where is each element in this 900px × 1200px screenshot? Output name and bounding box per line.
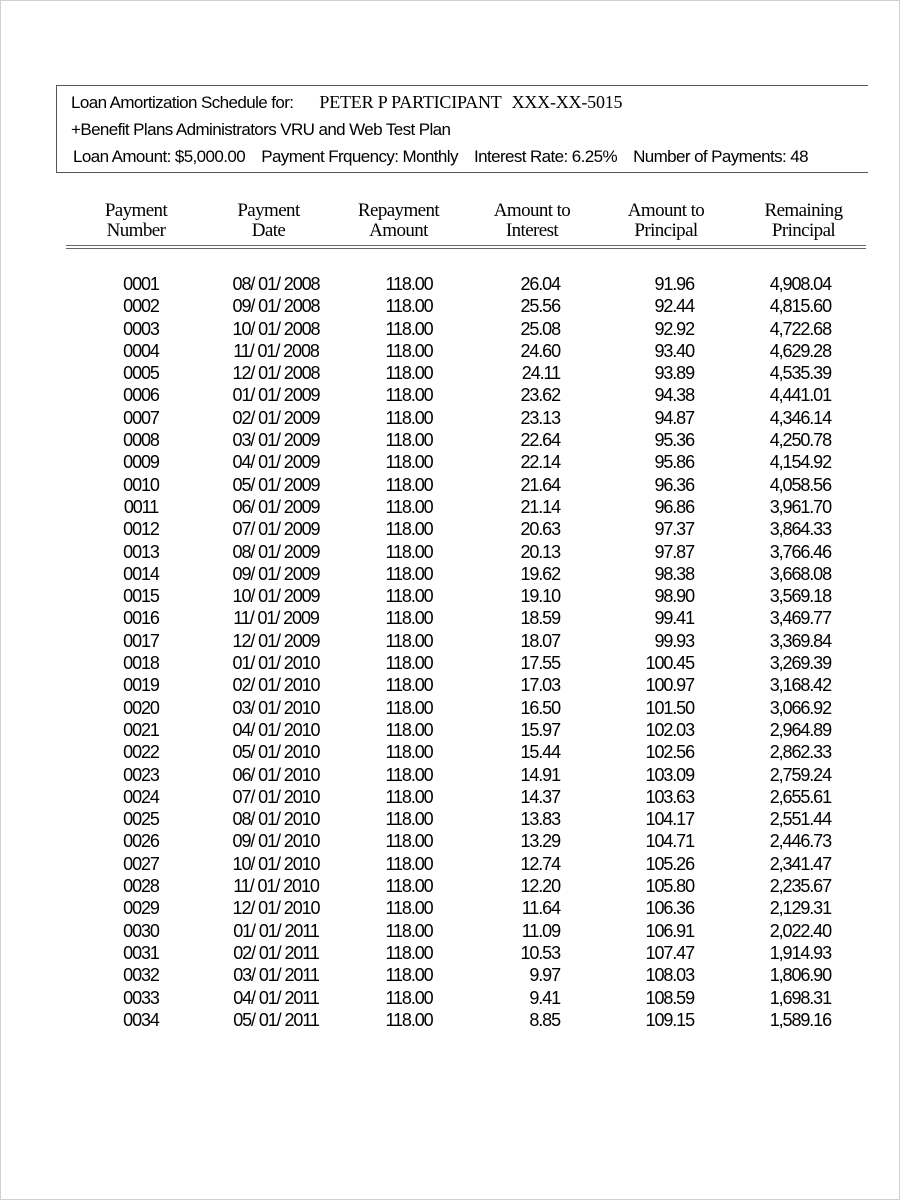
table-row xyxy=(66,630,866,652)
cell-payment-number: 0012 xyxy=(123,519,159,540)
cell-payment-date: 10/ 01/ 2008 xyxy=(232,318,320,339)
cell-payment-number: 0006 xyxy=(123,385,159,406)
cell-amount-to-interest: 13.83 xyxy=(520,809,560,830)
cell-amount-to-principal: 100.97 xyxy=(645,675,694,696)
cell-payment-number: 0031 xyxy=(123,942,159,963)
cell-repayment-amount: 118.00 xyxy=(385,608,433,629)
cell-amount-to-principal: 99.93 xyxy=(654,630,694,651)
cell-payment-date: 01/ 01/ 2011 xyxy=(233,920,319,941)
cell-remaining-principal: 4,629.28 xyxy=(769,340,831,361)
cell-amount-to-interest: 18.07 xyxy=(520,630,560,651)
cell-amount-to-interest: 15.44 xyxy=(520,742,560,763)
table-row xyxy=(66,674,866,696)
cell-amount-to-interest: 25.56 xyxy=(520,296,560,317)
cell-repayment-amount: 118.00 xyxy=(385,675,433,696)
table-row xyxy=(66,942,866,964)
cell-amount-to-interest: 26.04 xyxy=(520,274,560,294)
cell-remaining-principal: 4,346.14 xyxy=(769,407,831,428)
cell-repayment-amount: 118.00 xyxy=(385,496,433,517)
cell-amount-to-principal: 103.63 xyxy=(645,786,694,807)
cell-amount-to-principal: 93.40 xyxy=(654,340,694,361)
cell-remaining-principal: 4,815.60 xyxy=(769,296,831,317)
cell-payment-date: 12/ 01/ 2008 xyxy=(232,363,320,384)
cell-remaining-principal: 2,551.44 xyxy=(769,809,831,830)
cell-amount-to-principal: 94.87 xyxy=(654,407,694,428)
cell-repayment-amount: 118.00 xyxy=(385,563,433,584)
cell-payment-number: 0008 xyxy=(123,430,159,451)
cell-payment-date: 09/ 01/ 2009 xyxy=(232,563,320,584)
cell-remaining-principal: 2,235.67 xyxy=(769,876,831,897)
cell-payment-date: 08/ 01/ 2010 xyxy=(232,809,320,830)
cell-remaining-principal: 1,589.16 xyxy=(769,1009,831,1030)
column-header-line: Principal xyxy=(634,220,698,241)
table-row xyxy=(66,719,866,741)
cell-payment-number: 0033 xyxy=(123,987,159,1008)
cell-repayment-amount: 118.00 xyxy=(385,474,433,495)
cell-amount-to-interest: 22.64 xyxy=(520,430,560,451)
num-payments-value: 48 xyxy=(790,147,808,166)
num-payments-label: Number of Payments: xyxy=(633,147,787,166)
cell-repayment-amount: 118.00 xyxy=(385,786,433,807)
cell-amount-to-interest: 17.55 xyxy=(520,653,560,674)
cell-repayment-amount: 118.00 xyxy=(385,876,433,897)
cell-remaining-principal: 3,766.46 xyxy=(769,541,831,562)
cell-repayment-amount: 118.00 xyxy=(385,898,433,919)
loan-header-box xyxy=(56,85,868,173)
cell-amount-to-principal: 97.87 xyxy=(654,541,694,562)
cell-remaining-principal: 3,369.84 xyxy=(769,630,831,651)
cell-payment-date: 02/ 01/ 2011 xyxy=(233,942,319,963)
cell-payment-number: 0016 xyxy=(123,608,159,629)
cell-amount-to-principal: 98.38 xyxy=(654,563,694,584)
table-row xyxy=(66,496,866,518)
table-row xyxy=(66,273,866,295)
cell-remaining-principal: 3,469.77 xyxy=(769,608,831,629)
column-header-payment-number xyxy=(86,201,186,241)
cell-amount-to-principal: 94.38 xyxy=(654,385,694,406)
cell-repayment-amount: 118.00 xyxy=(385,653,433,674)
cell-payment-number: 0018 xyxy=(123,653,159,674)
table-row xyxy=(66,697,866,719)
cell-payment-date: 05/ 01/ 2009 xyxy=(232,474,320,495)
cell-remaining-principal: 1,698.31 xyxy=(769,987,831,1008)
table-row xyxy=(66,451,866,473)
cell-payment-date: 03/ 01/ 2011 xyxy=(233,965,319,986)
table-row xyxy=(66,585,866,607)
interest-rate-label: Interest Rate: xyxy=(473,147,568,166)
table-row xyxy=(66,830,866,852)
cell-payment-number: 0019 xyxy=(123,675,159,696)
cell-repayment-amount: 118.00 xyxy=(385,363,433,384)
cell-repayment-amount: 118.00 xyxy=(385,965,433,986)
cell-amount-to-interest: 11.09 xyxy=(521,920,560,941)
table-row xyxy=(66,853,866,875)
cell-remaining-principal: 4,722.68 xyxy=(769,318,831,339)
cell-payment-date: 05/ 01/ 2011 xyxy=(233,1009,319,1030)
table-row xyxy=(66,786,866,808)
column-header-amount-to-interest xyxy=(476,201,588,241)
cell-repayment-amount: 118.00 xyxy=(385,742,433,763)
cell-repayment-amount: 118.00 xyxy=(385,764,433,785)
cell-amount-to-interest: 12.74 xyxy=(520,853,560,874)
schedule-label: Loan Amortization Schedule for: xyxy=(71,93,294,112)
cell-repayment-amount: 118.00 xyxy=(385,586,433,607)
cell-payment-number: 0003 xyxy=(123,318,159,339)
table-row xyxy=(66,563,866,585)
cell-payment-number: 0024 xyxy=(123,786,159,807)
cell-amount-to-principal: 96.36 xyxy=(654,474,694,495)
cell-amount-to-principal: 99.41 xyxy=(654,608,694,629)
cell-amount-to-interest: 21.64 xyxy=(520,474,560,495)
cell-payment-date: 11/ 01/ 2010 xyxy=(233,876,319,897)
cell-amount-to-principal: 106.91 xyxy=(645,920,694,941)
cell-payment-date: 12/ 01/ 2009 xyxy=(232,630,320,651)
cell-amount-to-principal: 97.37 xyxy=(654,519,694,540)
table-row xyxy=(66,964,866,986)
cell-repayment-amount: 118.00 xyxy=(385,430,433,451)
plan-name: +Benefit Plans Administrators VRU and Web Test Plan xyxy=(71,120,451,139)
cell-amount-to-principal: 105.80 xyxy=(645,876,694,897)
table-row xyxy=(66,652,866,674)
cell-amount-to-principal: 92.44 xyxy=(654,296,694,317)
cell-remaining-principal: 2,446.73 xyxy=(769,831,831,852)
cell-payment-date: 09/ 01/ 2008 xyxy=(232,296,320,317)
column-header-line: Payment xyxy=(237,200,300,221)
cell-amount-to-principal: 91.96 xyxy=(654,274,694,294)
cell-amount-to-interest: 15.97 xyxy=(520,719,560,740)
cell-payment-number: 0020 xyxy=(123,697,159,718)
cell-remaining-principal: 3,168.42 xyxy=(769,675,831,696)
cell-repayment-amount: 118.00 xyxy=(385,385,433,406)
cell-payment-number: 0026 xyxy=(123,831,159,852)
cell-amount-to-interest: 11.64 xyxy=(521,898,560,919)
cell-payment-number: 0010 xyxy=(123,474,159,495)
cell-repayment-amount: 118.00 xyxy=(385,853,433,874)
cell-payment-number: 0004 xyxy=(123,340,159,361)
cell-payment-number: 0002 xyxy=(123,296,159,317)
cell-remaining-principal: 2,655.61 xyxy=(769,786,831,807)
table-row xyxy=(66,429,866,451)
cell-payment-number: 0034 xyxy=(123,1009,159,1030)
cell-payment-date: 01/ 01/ 2009 xyxy=(232,385,320,406)
column-header-repayment-amount xyxy=(341,201,456,241)
cell-payment-date: 08/ 01/ 2008 xyxy=(232,274,320,294)
cell-payment-number: 0017 xyxy=(123,630,159,651)
cell-amount-to-principal: 103.09 xyxy=(645,764,694,785)
participant-name: PETER P PARTICIPANT xyxy=(319,92,502,112)
cell-amount-to-principal: 96.86 xyxy=(654,496,694,517)
table-row xyxy=(66,384,866,406)
cell-remaining-principal: 1,806.90 xyxy=(769,965,831,986)
cell-repayment-amount: 118.00 xyxy=(385,630,433,651)
cell-amount-to-interest: 24.11 xyxy=(521,363,560,384)
table-row xyxy=(66,541,866,563)
cell-amount-to-interest: 20.13 xyxy=(520,541,560,562)
cell-payment-date: 03/ 01/ 2009 xyxy=(232,430,320,451)
cell-remaining-principal: 4,908.04 xyxy=(769,274,831,294)
payment-frequency-value: Monthly xyxy=(402,147,458,166)
cell-payment-number: 0001 xyxy=(123,274,159,294)
table-row xyxy=(66,1009,866,1031)
payment-frequency-label: Payment Frquency: xyxy=(261,147,399,166)
cell-repayment-amount: 118.00 xyxy=(385,831,433,852)
cell-payment-number: 0009 xyxy=(123,452,159,473)
cell-amount-to-interest: 23.62 xyxy=(520,385,560,406)
table-column-headers xyxy=(66,201,866,245)
cell-repayment-amount: 118.00 xyxy=(385,697,433,718)
cell-amount-to-principal: 106.36 xyxy=(645,898,694,919)
cell-amount-to-interest: 19.10 xyxy=(520,586,560,607)
cell-payment-date: 12/ 01/ 2010 xyxy=(232,898,320,919)
cell-remaining-principal: 4,250.78 xyxy=(769,430,831,451)
cell-payment-date: 07/ 01/ 2010 xyxy=(232,786,320,807)
cell-repayment-amount: 118.00 xyxy=(385,942,433,963)
column-header-line: Date xyxy=(251,220,286,241)
cell-amount-to-interest: 8.85 xyxy=(529,1009,560,1030)
column-header-line: Repayment xyxy=(357,200,440,221)
loan-amount-label: Loan Amount: xyxy=(73,147,171,166)
column-header-payment-date xyxy=(216,201,321,241)
cell-remaining-principal: 2,862.33 xyxy=(769,742,831,763)
cell-payment-date: 02/ 01/ 2009 xyxy=(232,407,320,428)
cell-amount-to-interest: 25.08 xyxy=(520,318,560,339)
cell-payment-date: 11/ 01/ 2008 xyxy=(233,340,319,361)
cell-remaining-principal: 2,341.47 xyxy=(769,853,831,874)
cell-amount-to-principal: 93.89 xyxy=(654,363,694,384)
cell-repayment-amount: 118.00 xyxy=(385,541,433,562)
cell-amount-to-principal: 101.50 xyxy=(645,697,694,718)
cell-remaining-principal: 3,961.70 xyxy=(769,496,831,517)
table-row xyxy=(66,875,866,897)
cell-payment-number: 0030 xyxy=(123,920,159,941)
table-row xyxy=(66,741,866,763)
cell-repayment-amount: 118.00 xyxy=(385,274,433,294)
cell-amount-to-interest: 22.14 xyxy=(520,452,560,473)
column-header-line: Interest xyxy=(505,220,559,241)
cell-amount-to-interest: 18.59 xyxy=(520,608,560,629)
cell-payment-number: 0005 xyxy=(123,363,159,384)
cell-repayment-amount: 118.00 xyxy=(385,318,433,339)
cell-payment-date: 09/ 01/ 2010 xyxy=(232,831,320,852)
cell-amount-to-principal: 104.71 xyxy=(645,831,694,852)
cell-payment-number: 0014 xyxy=(123,563,159,584)
cell-repayment-amount: 118.00 xyxy=(385,719,433,740)
cell-amount-to-principal: 105.26 xyxy=(645,853,694,874)
cell-amount-to-interest: 9.97 xyxy=(529,965,560,986)
cell-repayment-amount: 118.00 xyxy=(385,987,433,1008)
column-header-remaining-principal xyxy=(746,201,861,241)
cell-payment-number: 0015 xyxy=(123,586,159,607)
cell-remaining-principal: 4,058.56 xyxy=(769,474,831,495)
cell-payment-date: 07/ 01/ 2009 xyxy=(232,519,320,540)
cell-remaining-principal: 3,668.08 xyxy=(769,563,831,584)
amortization-table-body xyxy=(66,273,866,1031)
cell-remaining-principal: 4,441.01 xyxy=(769,385,831,406)
cell-amount-to-interest: 23.13 xyxy=(520,407,560,428)
cell-repayment-amount: 118.00 xyxy=(385,809,433,830)
cell-remaining-principal: 2,759.24 xyxy=(769,764,831,785)
cell-amount-to-interest: 14.37 xyxy=(520,786,560,807)
cell-remaining-principal: 4,154.92 xyxy=(769,452,831,473)
interest-rate-value: 6.25% xyxy=(571,147,617,166)
cell-remaining-principal: 4,535.39 xyxy=(769,363,831,384)
table-row xyxy=(66,920,866,942)
cell-amount-to-principal: 108.03 xyxy=(645,965,694,986)
cell-payment-date: 01/ 01/ 2010 xyxy=(232,653,320,674)
cell-amount-to-principal: 102.56 xyxy=(645,742,694,763)
header-divider xyxy=(66,245,866,249)
cell-amount-to-interest: 12.20 xyxy=(520,876,560,897)
cell-payment-date: 10/ 01/ 2009 xyxy=(232,586,320,607)
cell-remaining-principal: 1,914.93 xyxy=(769,942,831,963)
cell-repayment-amount: 118.00 xyxy=(385,407,433,428)
cell-payment-date: 05/ 01/ 2010 xyxy=(232,742,320,763)
cell-amount-to-interest: 14.91 xyxy=(520,764,560,785)
cell-remaining-principal: 3,269.39 xyxy=(769,653,831,674)
cell-payment-number: 0029 xyxy=(123,898,159,919)
column-header-amount-to-principal xyxy=(611,201,721,241)
cell-remaining-principal: 2,129.31 xyxy=(769,898,831,919)
table-row xyxy=(66,407,866,429)
cell-payment-date: 03/ 01/ 2010 xyxy=(232,697,320,718)
cell-amount-to-interest: 20.63 xyxy=(520,519,560,540)
cell-amount-to-interest: 19.62 xyxy=(520,563,560,584)
cell-amount-to-interest: 9.41 xyxy=(529,987,560,1008)
cell-payment-number: 0021 xyxy=(123,719,159,740)
loan-amount-value: $5,000.00 xyxy=(174,147,246,166)
table-row xyxy=(66,295,866,317)
cell-payment-number: 0027 xyxy=(123,853,159,874)
cell-repayment-amount: 118.00 xyxy=(385,519,433,540)
table-row xyxy=(66,987,866,1009)
table-row xyxy=(66,318,866,340)
cell-payment-date: 06/ 01/ 2009 xyxy=(232,496,320,517)
cell-payment-number: 0013 xyxy=(123,541,159,562)
cell-payment-number: 0022 xyxy=(123,742,159,763)
table-row xyxy=(66,607,866,629)
cell-amount-to-principal: 95.36 xyxy=(654,430,694,451)
cell-remaining-principal: 3,066.92 xyxy=(769,697,831,718)
cell-amount-to-interest: 21.14 xyxy=(520,496,560,517)
cell-payment-date: 11/ 01/ 2009 xyxy=(233,608,319,629)
cell-amount-to-principal: 92.92 xyxy=(654,318,694,339)
cell-amount-to-interest: 24.60 xyxy=(520,340,560,361)
cell-payment-date: 02/ 01/ 2010 xyxy=(232,675,320,696)
cell-payment-number: 0007 xyxy=(123,407,159,428)
cell-amount-to-interest: 13.29 xyxy=(520,831,560,852)
table-row xyxy=(66,362,866,384)
schedule-title-line xyxy=(71,92,622,113)
cell-payment-date: 04/ 01/ 2010 xyxy=(232,719,320,740)
cell-payment-number: 0025 xyxy=(123,809,159,830)
cell-amount-to-principal: 104.17 xyxy=(645,809,694,830)
table-row xyxy=(66,764,866,786)
cell-repayment-amount: 118.00 xyxy=(385,1009,433,1030)
cell-remaining-principal: 3,864.33 xyxy=(769,519,831,540)
column-header-line: Payment xyxy=(104,200,168,221)
cell-payment-number: 0028 xyxy=(123,876,159,897)
table-row xyxy=(66,808,866,830)
cell-amount-to-interest: 17.03 xyxy=(520,675,560,696)
cell-amount-to-interest: 10.53 xyxy=(520,942,560,963)
cell-repayment-amount: 118.00 xyxy=(385,920,433,941)
column-header-line: Principal xyxy=(771,220,836,241)
cell-amount-to-principal: 95.86 xyxy=(654,452,694,473)
cell-amount-to-principal: 107.47 xyxy=(645,942,694,963)
column-header-line: Amount to xyxy=(627,200,705,221)
column-header-line: Amount to xyxy=(493,200,571,221)
column-header-line: Amount xyxy=(369,220,428,241)
column-header-line: Remaining xyxy=(764,200,843,221)
participant-ssn: XXX-XX-5015 xyxy=(511,92,623,112)
cell-repayment-amount: 118.00 xyxy=(385,452,433,473)
table-row xyxy=(66,897,866,919)
cell-repayment-amount: 118.00 xyxy=(385,340,433,361)
cell-amount-to-interest: 16.50 xyxy=(520,697,560,718)
cell-payment-date: 06/ 01/ 2010 xyxy=(232,764,320,785)
cell-remaining-principal: 2,964.89 xyxy=(769,719,831,740)
cell-remaining-principal: 2,022.40 xyxy=(769,920,831,941)
cell-payment-number: 0011 xyxy=(123,496,159,517)
table-row xyxy=(66,518,866,540)
cell-amount-to-principal: 108.59 xyxy=(645,987,694,1008)
cell-payment-number: 0023 xyxy=(123,764,159,785)
cell-remaining-principal: 3,569.18 xyxy=(769,586,831,607)
cell-payment-date: 08/ 01/ 2009 xyxy=(232,541,320,562)
table-row xyxy=(66,340,866,362)
cell-amount-to-principal: 100.45 xyxy=(645,653,694,674)
cell-repayment-amount: 118.00 xyxy=(385,296,433,317)
cell-amount-to-principal: 102.03 xyxy=(645,719,694,740)
cell-amount-to-principal: 98.90 xyxy=(654,586,694,607)
cell-payment-number: 0032 xyxy=(123,965,159,986)
table-row xyxy=(66,474,866,496)
loan-terms-line xyxy=(73,147,808,167)
column-header-line: Number xyxy=(106,220,166,241)
cell-payment-date: 04/ 01/ 2011 xyxy=(233,987,319,1008)
cell-payment-date: 10/ 01/ 2010 xyxy=(232,853,320,874)
cell-amount-to-principal: 109.15 xyxy=(645,1009,694,1030)
cell-payment-date: 04/ 01/ 2009 xyxy=(232,452,320,473)
